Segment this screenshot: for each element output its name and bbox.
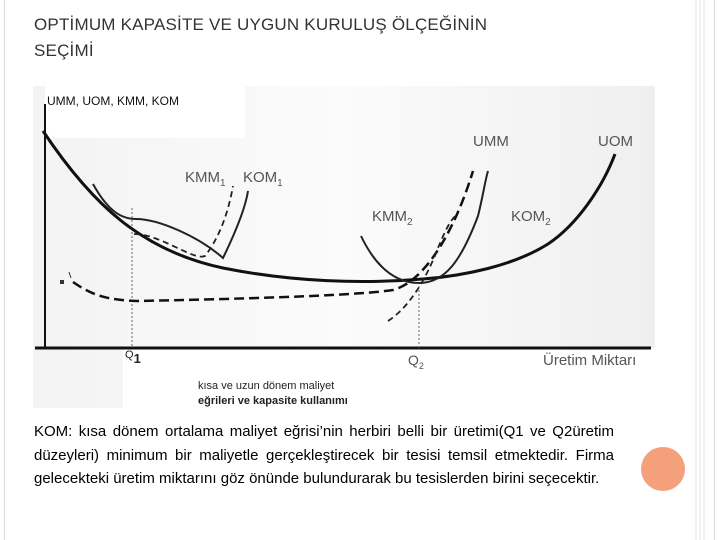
kom1-label: $KOM_1$ [243, 169, 283, 189]
slide-title-line-2: SEÇİMİ [34, 41, 94, 60]
y-axis-label: UMM, UOM, KMM, KOM [47, 94, 179, 108]
slide-title [34, 12, 634, 64]
decorative-side-lines [694, 0, 706, 540]
figure-note-line-1: kısa ve uzun dönem maliyet [198, 380, 335, 392]
scan-mark [60, 280, 64, 284]
kmm1-label: $KMM_1$ [185, 169, 226, 189]
kmm2-label: $KMM_2$ [372, 208, 413, 228]
kom2-label: $KOM_2$ [511, 208, 551, 228]
caption-text: KOM: kısa dönem ortalama maliyet eğrisi’nin herbiri belli bir üretimi(Q1 ve Q2üretim düzeyleri) minimum bir maliyetle gerçekleştirecek bir tesisi temsil etmektedir. Firma gelecekteki üretim miktarını göz önünde bulundurarak bu tesislerden birini seçecektir. [34, 423, 614, 487]
umm-label: UMM [473, 133, 509, 150]
x-axis-label: Üretim Miktarı [543, 352, 637, 369]
q2-tick-label: $Q_2$ [408, 352, 424, 371]
uom-label: UOM [598, 133, 633, 150]
right-border-line [714, 0, 715, 540]
slide-title-line-1: OPTİMUM KAPASİTE VE UYGUN KURULUŞ ÖLÇEĞİNİN [34, 15, 488, 34]
cost-curves-figure [33, 86, 655, 408]
left-border-line [4, 0, 5, 540]
q1-tick-label: Q1 [125, 349, 141, 366]
figure-note-line-2: eğrileri ve kapasite kullanımı [198, 395, 348, 407]
accent-circle [641, 447, 685, 491]
